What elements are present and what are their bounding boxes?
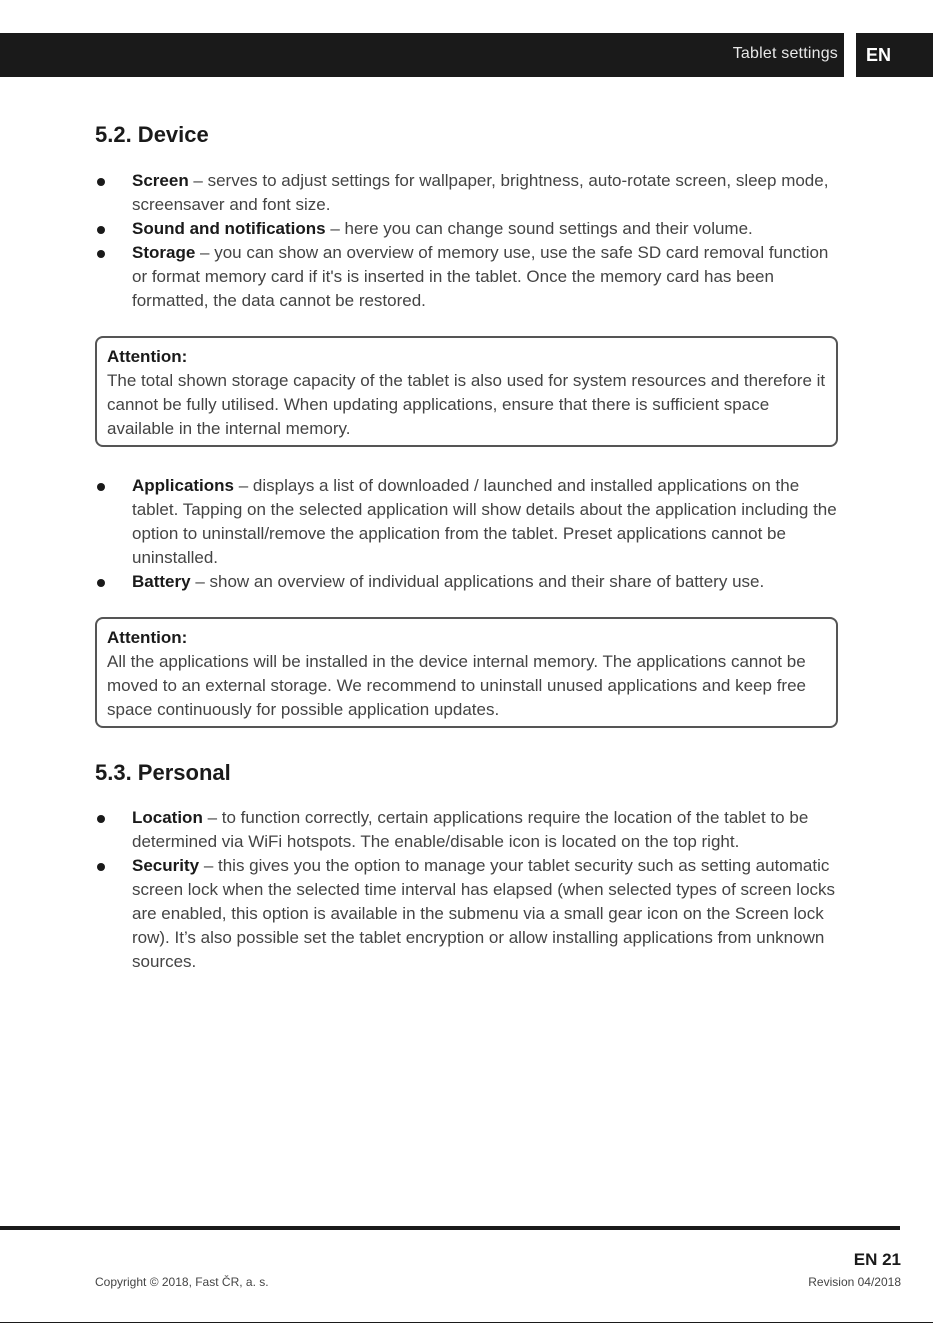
item-term: Screen xyxy=(132,171,189,190)
language-tab: EN xyxy=(856,33,933,77)
item-desc: – displays a list of downloaded / launched and installed applications on the tablet. Tapping on the selected application will show details about the application including the option to uninstall/remove the application from the tablet. Preset applications cannot be uninstalled. xyxy=(132,476,837,567)
list-item xyxy=(95,217,840,241)
list-item xyxy=(95,570,840,594)
bullet-icon xyxy=(97,579,105,587)
item-term: Sound and notifications xyxy=(132,219,326,238)
header-bar xyxy=(0,33,844,77)
attention-title: Attention: xyxy=(107,628,188,647)
header-title: Tablet settings xyxy=(732,45,838,62)
attention-text: The total shown storage capacity of the tablet is also used for system resources and therefore it cannot be fully utilised. When updating applications, ensure that there is sufficient space available in the internal memory. xyxy=(107,371,826,438)
list-item xyxy=(95,806,840,854)
item-desc: – you can show an overview of memory use, use the safe SD card removal function or format memory card if it's is inserted in the tablet. Once the memory card has been formatted, the data cannot be restored. xyxy=(132,243,829,310)
list-item xyxy=(95,241,840,313)
item-desc: – here you can change sound settings and their volume. xyxy=(325,219,753,238)
bullet-icon xyxy=(97,483,105,491)
bullet-icon xyxy=(97,226,105,234)
item-term: Storage xyxy=(132,243,196,262)
section-heading-personal: 5.3. Personal xyxy=(95,760,231,785)
attention-box-storage xyxy=(95,336,838,447)
attention-title: Attention: xyxy=(107,347,188,366)
section-heading-device: 5.2. Device xyxy=(95,122,209,147)
item-term: Location xyxy=(132,808,203,827)
copyright: Copyright © 2018, Fast ČR, a. s. xyxy=(95,1275,269,1289)
attention-box-applications xyxy=(95,617,838,728)
revision: Revision 04/2018 xyxy=(808,1275,901,1289)
bullet-icon xyxy=(97,178,105,186)
item-desc: – to function correctly, certain applications require the location of the tablet to be determined via WiFi hotspots. The enable/disable icon is located on the top right. xyxy=(132,808,809,851)
item-term: Security xyxy=(132,856,200,875)
bullet-icon xyxy=(97,250,105,258)
item-term: Applications xyxy=(132,476,235,495)
bottom-rule xyxy=(0,1322,933,1323)
device-list xyxy=(95,169,840,313)
list-item xyxy=(95,169,840,217)
item-term: Battery xyxy=(132,572,191,591)
bullet-icon xyxy=(97,863,105,871)
list-item xyxy=(95,474,840,570)
list-item xyxy=(95,854,840,974)
personal-list xyxy=(95,806,840,974)
item-desc: – show an overview of individual applications and their share of battery use. xyxy=(190,572,765,591)
item-desc: – this gives you the option to manage your tablet security such as setting automatic screen lock when the selected time interval has elapsed (when selected types of screen locks are enabled, this option is available in the submenu via a small gear icon on the Screen lock row). It’s also possible set the tablet encryption or allow installing applications from unknown sources. xyxy=(132,856,836,971)
page-number: EN 21 xyxy=(853,1250,901,1269)
attention-text: All the applications will be installed in the device internal memory. The applications cannot be moved to an external storage. We recommend to uninstall unused applications and keep free space continuously for possible application updates. xyxy=(107,652,806,719)
footer-rule xyxy=(0,1226,900,1230)
item-desc: – serves to adjust settings for wallpaper, brightness, auto-rotate screen, sleep mode, screensaver and font size. xyxy=(132,171,829,214)
bullet-icon xyxy=(97,815,105,823)
device-list-2 xyxy=(95,474,840,594)
